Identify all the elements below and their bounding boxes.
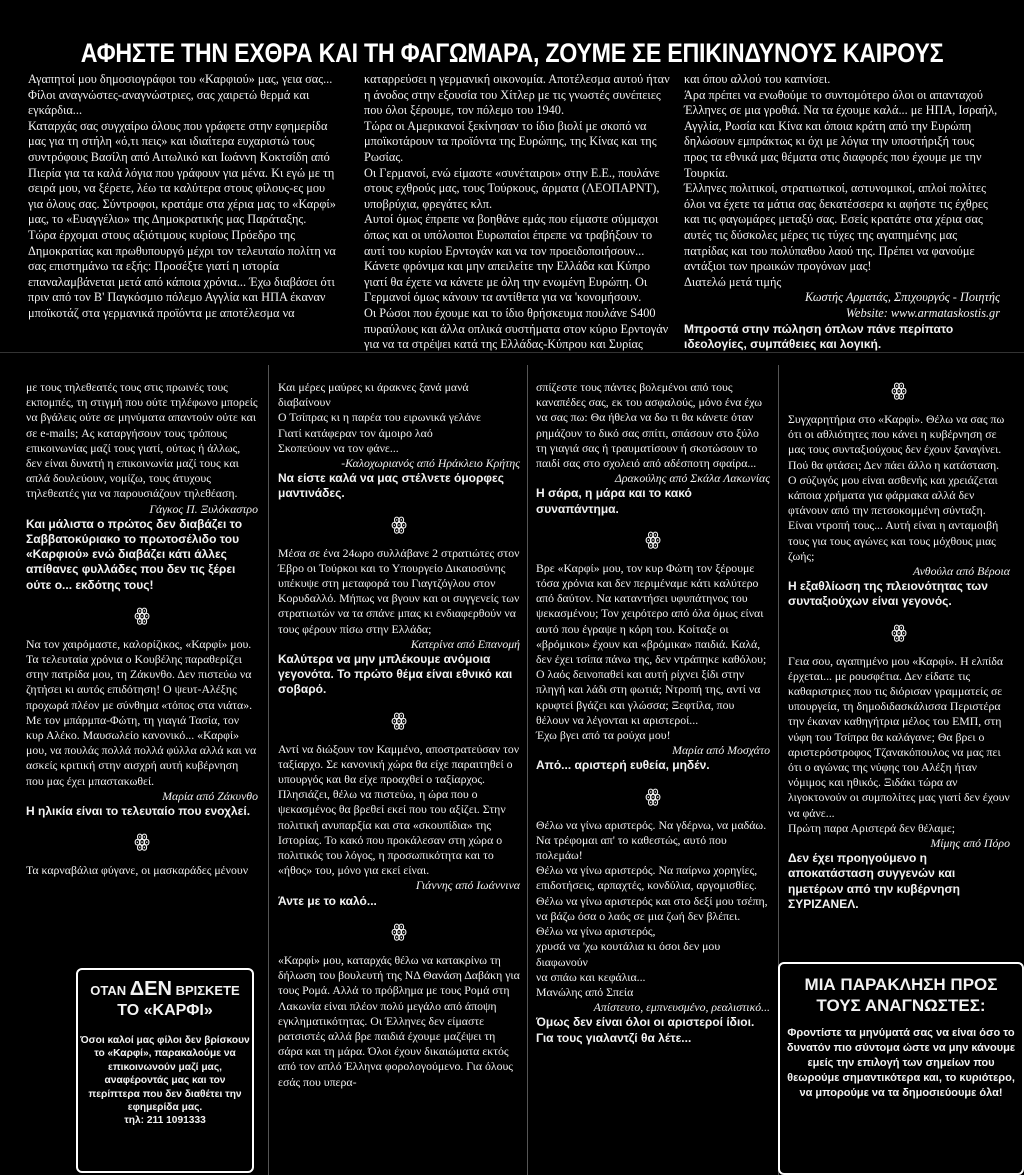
top-column-1 xyxy=(28,72,342,322)
paragraph: Καταρχάς σας συγχαίρω όλους που γράφετε στην εφημερίδα μας για τη στήλη «ό,τι πεις» και ιδιαίτερα ευχαριστώ τους συντρόφους Βασίλη από Αιτωλικό και Ιωάννη Κοκτσίδη από Πιερία για τα καλά λόγια που γράφουν για μένα. Κι εγώ με τη σειρά μου, να ξέρετε, λέω τα καλύτερα στους φίλους-ες μου για όλους σας. Σύντροφοι, κρατάμε στα χέρια μας το «Καρφί» μας, το «Ευαγγέλιο» της Δημοκρατικής μας Παράταξης. xyxy=(28,118,336,227)
paragraph: Οι Γερμανοί, ενώ είμαστε «συνέταιροι» στην Ε.Ε., πουλάνε στους εχθρούς μας, τους Τούρκους, άρματα (ΛΕΟΠΑΡΝΤ), υποβρύχια, φρεγάτες κλπ. xyxy=(364,165,660,211)
letter-text: «Καρφί» μου, καταρχάς θέλω να κατακρίνω τη δήλωση του βουλευτή της ΝΔ Θανάση Δαβάκη για τους Ρομά. Αλλά το πρόβλημα με τους Ρομά στη Λακωνία είναι πλέον πολύ μεγάλο από άποψη εγκληματικότητας. Οι Έλληνες δεν είμαστε ρατσιστές αλλά βρε παιδιά έχουμε μαζέψει τη σάρα και τη μάρα. Όλοι έχουν δικαιώματα εκτός από τον απλό Έλληνα φορολογούμενο. Για όλους εσάς που υπερα- xyxy=(278,952,520,1089)
notice-title: ΜΙΑ ΠΑΡΑΚΛΗΣΗ ΠΡΟΣ ΤΟΥΣ ΑΝΑΓΝΩΣΤΕΣ: xyxy=(804,975,998,1015)
editor-response: Μπροστά στην πώληση όπλων πάνε περίπατο ιδεολογίες, συμπάθειες και λογική. xyxy=(684,321,954,352)
letter-signature: Κατερίνα από Επανομή xyxy=(410,636,520,651)
ornament-icon: ꙮ xyxy=(891,621,907,642)
notice-title: ΟΤΑΝ ΔΕΝ ΒΡΙΣΚΕΤΕ xyxy=(90,978,240,1000)
paragraph: Οι Ρώσοι που έχουμε και το ίδιο θρήσκευμα πουλάνε S400 πυραύλους και άλλα οπλικά συστήματα στον κύριο Ερντογάν για να τα στρέψει κατά της Ελλάδας-Κύπρου και Συρίας xyxy=(364,305,669,352)
paragraph: Τώρα οι Αμερικανοί ξεκίνησαν το ίδιο βιολί με σκοπό να μποϊκοτάρουν τα προϊόντα της Ευρώπης, της Κίνας και της Ρωσίας. xyxy=(364,118,657,164)
editor-response: Να είστε καλά να μας στέλνετε όμορφες μαντινάδες. xyxy=(278,471,504,501)
letter-text: Βρε «Καρφί» μου, τον κυρ Φώτη τον ξέρουμε τόσα χρόνια και δεν περιμέναμε κάτι καλύτερο από δαύτον. Να καταντήσει υφυπάτηνος του ψεκασμένου; Τον χειρότερο από όλα όμως είναι αυτό που έγραψε η κόρη του. Κοίταξε οι «βρόμικοι» έχουν και «βρόμικα» παιδιά. Καλά, δεν έχει τσίπα πάνω της, δεν ντράπηκε καθόλου; Ο λαός δεινοπαθεί και αυτή ρίχνει ξίδι στην πληγή και λάδι στη φωτιά; Ντροπή της, αντί να κρυφτεί βγάζει και γλώσσα; Ξεφτίλα, που θέλουν να λέγονται κι αριστεροί... Έχω βγει από τα ρούχα μου! xyxy=(536,560,767,743)
paragraph: Φίλοι αναγνώστες-αναγνώστριες, σας χαιρετώ θερμά και εγκάρδια... xyxy=(28,87,310,118)
section-divider xyxy=(0,352,1024,353)
ornament-icon: ꙮ xyxy=(645,785,661,806)
notice-box-missing-paper xyxy=(76,968,254,1173)
column-divider xyxy=(527,365,528,1175)
ornament-icon: ꙮ xyxy=(134,604,150,625)
editor-response: Δεν έχει προηγούμενο η αποκατάσταση συγγενών και ημετέρων από την κυβέρνηση ΣΥΡΙΖΑΝΕΛ. xyxy=(788,851,961,911)
author-signature: Κωστής Αρματάς, Σπιχουργός - Ποιητής xyxy=(805,290,1000,305)
top-column-2 xyxy=(364,72,670,353)
letter-text: Μέσα σε ένα 24ωρο συλλάβανε 2 στρατιώτες στον Έβρο οι Τούρκοι και το Υπουργείο Δικαιοσύνης υπέκυψε στη μεταφορά του Γιαγτζόγλου στον Κορυδαλλό. Μήπως να βγουν και οι συγγενείς των στρατιωτών να τα σπάνε μπας κι ενδιαφερθούν να τους φέρουν πίσω στην Ελλάδα; xyxy=(278,545,520,636)
column-divider xyxy=(268,365,269,1175)
ornament-icon: ꙮ xyxy=(645,528,661,549)
notice-subtitle: ΤΟ «ΚΑΡΦΙ» xyxy=(117,1002,213,1019)
editor-response: Άντε με το καλό... xyxy=(278,893,377,908)
ornament-icon: ꙮ xyxy=(391,513,407,534)
letter-text: Αντί να διώξουν τον Καμμένο, αποστρατεύσαν τον ταξίαρχο. Σε κανονική χώρα θα είχε παραιτηθεί ο υπουργός και θα είχε προαχθεί ο ταξίαρχος. Πλησιάζει, θέλω να πιστεύω, η ώρα που ο ψεκασμένος θα βρεθεί εκεί που του αξίζει. Στην πολιτική ανυπαρξία και στα «σκουπίδια» της Ιστορίας. Το κακό που προκάλεσαν στη χώρα ο πολιτικός του λόγος, η προσωπικότητα και το «ήθος» του, μόνο για εκεί είναι. xyxy=(278,741,520,878)
notice-box-request xyxy=(778,962,1024,1175)
bottom-column-1 xyxy=(26,380,258,878)
letter-signature: -Καλοχωριανός από Ηράκλειο Κρήτης xyxy=(341,456,520,471)
page-headline: ΑΦΗΣΤΕ ΤΗΝ ΕΧΘΡΑ ΚΑΙ ΤΗ ΦΑΓΩΜΑΡΑ, ΖΟΥΜΕ ΣΕ ΕΠΙΚΙΝΔΥΝΟΥΣ ΚΑΙΡΟΥΣ xyxy=(80,38,944,68)
letter-signature: Μαρία από Μοσχάτο xyxy=(672,743,770,758)
paragraph: Αγαπητοί μου δημοσιογράφοι του «Καρφιού» μας, γεια σας... xyxy=(28,72,333,86)
letter-text: Να τον χαιρόμαστε, καλορίζικος, «Καρφί» μου. Τα τελευταία χρόνια ο Κουβέλης παραθερίζει στην πατρίδα μου, τη Ζάκυνθο. Δεν πιστεύω να ζητήσει κι αυτός επιδότηση! Ο ψευτ-Αλέξης προχωρά πλέον με σύνθημα «τόπος στα νιάτα». Με τον μπάρμπα-Φώτη, τη γιαγιά Τασία, τον κυρ Αλέκο. Μαυσωλείο κανονικό... «Καρφί» μου, να πουλάς πολλά πολλά φύλλα αλλά και να ασκείς κριτική στην αισχρή αυτή κυβέρνηση που μας έχει μπαστακωθεί. xyxy=(26,636,257,788)
ornament-icon: ꙮ xyxy=(134,831,150,852)
letter-text: Και μέρες μαύρες κι άρακνες ξανά μανά διαβαίνουν Ο Τσίπρας κι η παρέα του ειρωνικά γελάνε Γιατί κατάφεραν τον άμοιρο λαό Σκοπεύουν να τον φάνε... xyxy=(278,380,481,455)
letter-signature: Γιάννης από Ιωάννινα xyxy=(415,878,520,893)
author-website: Website: www.armataskostis.gr xyxy=(845,305,1000,320)
letter-signature: Μίμης από Πόρο xyxy=(930,836,1010,851)
editor-response: Από... αριστερή ευθεία, μηδέν. xyxy=(536,758,710,773)
letter-text: Τα καρναβάλια φύγανε, οι μασκαράδες μένουν xyxy=(26,863,249,878)
editor-response: Η ηλικία είναι το τελευταίο που ενοχλεί. xyxy=(26,804,251,819)
editor-response: Και μάλιστα ο πρώτος δεν διαβάζει το Σαββατοκύριακο το πρωτοσέλιδο του «Καρφιού» ενώ διαβάζει κάτι άλλες απίθανες φυλλάδες που δεν τις ξέρει ούτε ο... εκδότης τους! xyxy=(26,516,243,592)
letter-signature: Μαρία από Ζάκυνθο xyxy=(162,788,258,803)
letter-signature: Απίστευτο, εμπνευσμένο, ρεαλιστικό... xyxy=(593,1000,770,1015)
paragraph: και όπου αλλού του καπνίσει. xyxy=(684,72,831,86)
paragraph: Έλληνες πολιτικοί, στρατιωτικοί, αστυνομικοί, απλοί πολίτες όλοι να έχετε τα μάτια σας δεκατέσσερα κι αφήστε τις έχθρες και τις φαγωμάρες μεταξύ σας. Εσείς κρατάτε στα χέρια σας αυτές τις δύσκολες μέρες τις τύχες της αγαπημένης μας πατρίδας και του πολύπαθου λαού της. Πρέπει να φανούμε αντάξιοι των ηρωικών προγόνων μας! xyxy=(684,181,988,274)
letter-text: Γεια σου, αγαπημένο μου «Καρφί». Η ελπίδα έρχεται... με ρουσφέτια. Δεν είδατε τις καθαριστριες που τις διόρισαν γραμματείς σε υπουργεία, τη δημοδιδασκάλισσα Περιστέρα την έκαναν καθηγήτρια μέλος του ΕΜΠ, στη νύφη του Τσίπρα θα καλάγανε; Θα βρει ο αριστερόστροφος Τζανακόπουλος να μας πει ότι ο αγώνας της νύφης του Αλέξη ήταν νόμιμος και ηθικός. Ξιδάκι τώρα αν λιγοκτονούν οι συμπολίτες μας γιατί δεν έχουν να φάνε... Πρώτη παρα Αριστερά δεν θέλαμε; xyxy=(788,653,1010,835)
notice-body: Όσοι καλοί μας φίλοι δεν βρίσκουν το «Καρφί», παρακαλούμε να επικοινωνούν μαζί μας, αναφέροντάς μας και τον περίπτερα που δεν διαθέτει την εφημερίδα μας. τηλ: 211 1091333 xyxy=(80,1035,250,1127)
letter-signature: Δρακούλης από Σκάλα Λακωνίας xyxy=(614,471,770,486)
letter-signature: Ανθούλα από Βέροια xyxy=(913,564,1010,579)
paragraph: καταρρεύσει η γερμανική οικονομία. Αποτέλεσμα αυτού ήταν η άνοδος στην εξουσία του Χίτλερ με τις γνωστές συνέπειες που όλοι ξέρουμε, τον πόλεμο του 1940. xyxy=(364,72,670,118)
paragraph: Τώρα έρχομαι στους αξιότιμους κυρίους Πρόεδρο της Δημοκρατίας και πρωθυπουργό μέχρι τον τελευταίο πολίτη να σας επιστημάνω τα εξής: Προσέξτε γιατί η ιστορία επαναλαμβάνεται μετά από κάποια χρόνια... Έχω διαβάσει ότι πριν από τον Β' Παγκόσμιο πόλεμο Αγγλία και ΗΠΑ έκαναν μποϊκοτάζ στα γερμανικά προϊόντα με αποτέλεσμα να xyxy=(28,227,336,320)
editor-response: Η σάρα, η μάρα και το κακό συναπάντημα. xyxy=(536,486,692,516)
notice-body: Φροντίστε τα μηνύματά σας να είναι όσο το δυνατόν πιο σύντομα ώστε να μην κάνουμε εμείς την επιλογή των σημείων που θεωρούμε σημαντικότερα και, το κυριότερο, να μπορούμε να τα δημοσιεύουμε όλα! xyxy=(786,1027,1016,1099)
editor-response: Όμως δεν είναι όλοι οι αριστεροί ίδιοι. Για τους γιαλαντζί θα λέτε... xyxy=(536,1015,755,1045)
letter-text: Συγχαρητήρια στο «Καρφί». Θέλω να σας πω ότι οι αθλιότητες που κάνει η κυβέρνηση σε μας τους συνταξιούχους δεν έχουν ξαναγίνει. Πού θα φτάσει; Δεν πάει άλλο η κατάσταση. Ο σύζυγός μου είναι ασθενής και χρειάζεται κάποια χρήματα για φάρμακα αλλά δεν φτάνουν από την πετσοκομμένη σύνταξη. Είναι ντροπή τους... Αυτή είναι η ανταμοιβή τους για τους αγώνες και τους μόχθους μιας ζωής; xyxy=(788,412,1005,563)
paragraph: Αυτοί όμως έπρεπε να βοηθάνε εμάς που είμαστε σύμμαχοι όπως και οι υπόλοιποι Ευρωπαίοι έπρεπε να τραβήξουν το αυτί του κυρίου Ερντογάν και να τον προειδοποιήσουν... xyxy=(364,212,659,258)
paragraph: Κάνετε φρόνιμα και μην απειλείτε την Ελλάδα και Κύπρο γιατί θα έχετε να κάνετε με όλη την ενωμένη Ευρώπη. Οι Γερμανοί όμως κάνουν τα αντίθετα για να 'κονομήσουν. xyxy=(364,259,651,305)
ornament-icon: ꙮ xyxy=(891,380,907,400)
bottom-column-2 xyxy=(278,380,520,1090)
bottom-column-3 xyxy=(536,380,770,1046)
editor-response: Καλύτερα να μην μπλέκουμε ανόμοια γεγονότα. Το πρώτο θέμα είναι εθνικό και σοβαρό. xyxy=(278,652,513,697)
paragraph: Διατελώ μετά τιμής xyxy=(684,274,782,289)
letter-text: σπίζεστε τους πάντες βολεμένοι από τους καναπέδες σας, εκ του ασφαλούς, μόνο ένα έχω να σας πω: Θα ήθελα να δω τι θα κάνετε όταν ρημάζουν το δικό σας σπίτι, σπάσουν στο ξύλο τη γιαγιά σας ή τραυματίσουν ή σκοτώσουν το παιδί σας στο σχολειό από αδέσποτη σφαίρα... xyxy=(536,380,763,471)
letter-text: Θέλω να γίνω αριστερός. Να γδέρνω, να μαδάω. Να τρέφομαι απ' το καθεστώς, αυτό που πολεμάω! Θέλω να γίνω αριστερός. Να παίρνω χορηγίες, επιδοτήσεις, αρπαχτές, κονδύλια, αργομισθίες. Θέλω να γίνω αριστερός και στο δεξί μου τσέπη, να βάζω όσα ο λαός σε μια ζωή δεν βλέπει. Θέλω να γίνω αριστερός, χρυσά να 'χω κουτάλια κι όσοι δεν μου διαφωνούν να σπάω και κεφάλια... Μανώλης από Σπεία xyxy=(536,817,768,999)
paragraph: Άρα πρέπει να ενωθούμε το συντομότερο όλοι οι απανταχού Έλληνες σε μια γροθιά. Να τα έχουμε καλά... με ΗΠΑ, Ισραήλ, Αγγλία, Ρωσία και Κίνα και όποια κράτη από την Ευρώπη δηλώσουν εμπράκτως κι όχι με λόγια την υποστήριξή τους προς τα εθνικά μας θέματα στις διαφορές που έχουμε με την Τουρκία. xyxy=(684,87,998,180)
ornament-icon: ꙮ xyxy=(391,920,407,941)
ornament-icon: ꙮ xyxy=(391,709,407,730)
editor-response: Η εξαθλίωση της πλειονότητας των συνταξιούχων είναι γεγονός. xyxy=(788,579,988,609)
bottom-column-4 xyxy=(788,380,1010,912)
top-column-3 xyxy=(684,72,1000,353)
letter-text: με τους τηλεθεατές τους στις πρωινές τους εκπομπές, τη στιγμή που ούτε τηλέφωνο μπορείς να βγάλεις ούτε σε μηνύματα απαντούν ούτε και σε e-mails; Ας καταργήσουν τους τρόπους επικοινωνίας μαζί τους γιατί, ούτως ή άλλως, δεν είναι δυνατή η επικοινωνία μαζί τους και απλά δουλεύουν, νομίζω, τους άτυχους τηλεθεατές για να παρουσιάζουν τηλεθέαση. xyxy=(26,380,258,501)
letter-signature: Γάγκος Π. Ξυλόκαστρο xyxy=(149,501,258,516)
